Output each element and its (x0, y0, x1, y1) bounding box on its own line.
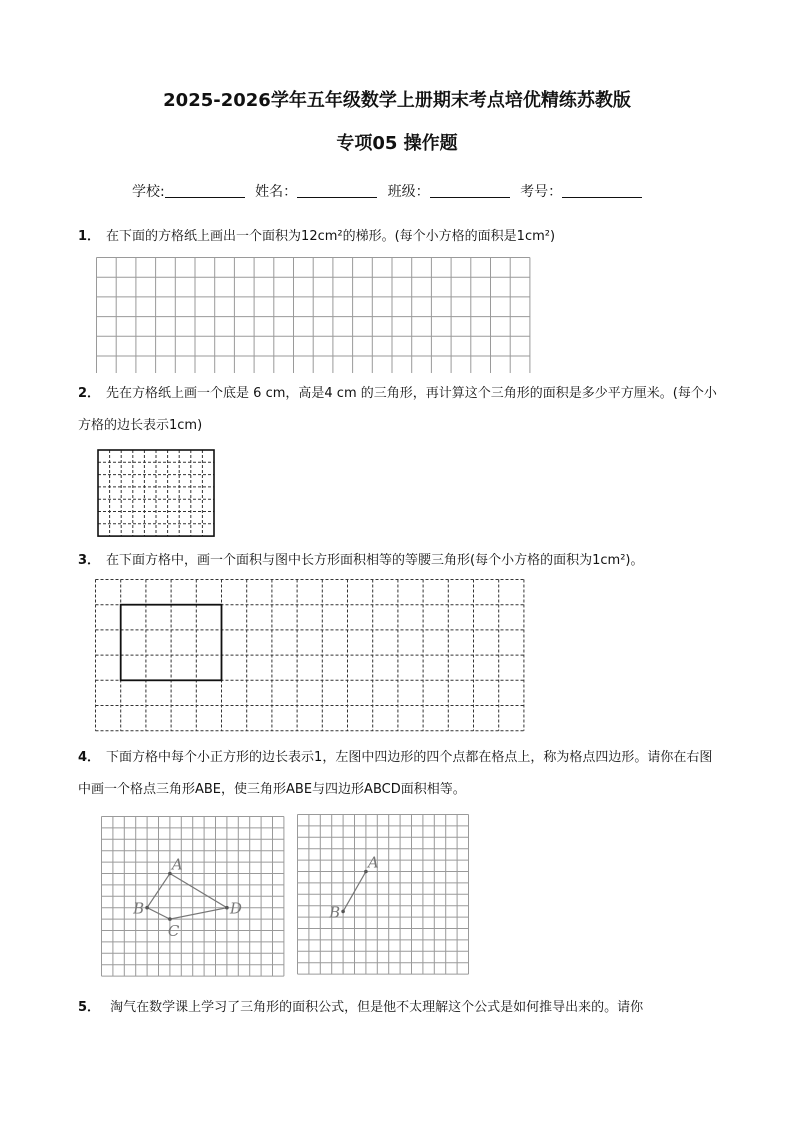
label-a: A (171, 855, 183, 874)
grid-lines (102, 817, 284, 977)
question-2-text: 先在方格纸上画一个底是 6 cm，高是4 cm 的三角形，再计算这个三角形的面积是多少平方厘米。(每个小方格的边长表示1cm) (78, 386, 717, 433)
grid-lines (96, 580, 524, 731)
question-3-number: 3． (78, 553, 101, 568)
question-5-text: 淘气在数学课上学习了三角形的面积公式，但是他不太理解这个公式是如何推导出来的。请你 (106, 1000, 644, 1015)
question-4 (78, 742, 718, 806)
label-c: C (167, 922, 180, 941)
name-blank[interactable] (297, 183, 377, 198)
question-4-right-grid[interactable] (297, 814, 473, 980)
label-d: D (229, 899, 242, 918)
grid-lines (298, 815, 469, 975)
label-b: B (329, 903, 341, 922)
question-2-number: 2． (78, 386, 101, 401)
document-title: 2025-2026学年五年级数学上册期末考点培优精练苏教版 (163, 90, 631, 111)
exam-number-label: 考号： (520, 184, 563, 200)
question-1 (78, 221, 718, 253)
name-label: 姓名： (255, 184, 298, 200)
question-2-grid[interactable] (97, 449, 219, 537)
question-1-grid[interactable] (96, 257, 536, 373)
exam-number-blank[interactable] (562, 183, 642, 198)
question-3 (78, 545, 718, 577)
label-b: B (133, 899, 145, 918)
question-4-left-grid (101, 816, 285, 980)
question-1-number: 1． (78, 229, 101, 244)
question-4-text: 下面方格中每个小正方形的边长表示1，左图中四边形的四个点都在格点上，称为格点四边形。请你在右图中画一个格点三角形ABE，使三角形ABE与四边形ABCD面积相等。 (78, 750, 713, 797)
point-b (145, 906, 149, 910)
point-b (341, 910, 345, 914)
question-5-number: 5． (78, 1000, 101, 1015)
point-d (225, 906, 229, 910)
grid-lines (98, 450, 214, 536)
student-info-row (132, 181, 648, 201)
class-blank[interactable] (430, 183, 510, 198)
grid-lines (97, 258, 530, 374)
question-3-grid[interactable] (95, 579, 525, 737)
school-label: 学校: (132, 184, 165, 200)
class-label: 班级： (387, 184, 430, 200)
point-c (168, 917, 172, 921)
question-3-text: 在下面方格中，画一个面积与图中长方形面积相等的等腰三角形(每个小方格的面积为1cm²)。 (106, 553, 644, 568)
document-subtitle: 专项05 操作题 (336, 133, 458, 154)
label-a: A (367, 853, 379, 872)
question-1-text: 在下面的方格纸上画出一个面积为12cm²的梯形。(每个小方格的面积是1cm²) (106, 229, 556, 244)
school-blank[interactable] (165, 183, 245, 198)
question-2 (78, 378, 718, 442)
question-4-number: 4． (78, 750, 101, 765)
question-5 (78, 992, 718, 1024)
